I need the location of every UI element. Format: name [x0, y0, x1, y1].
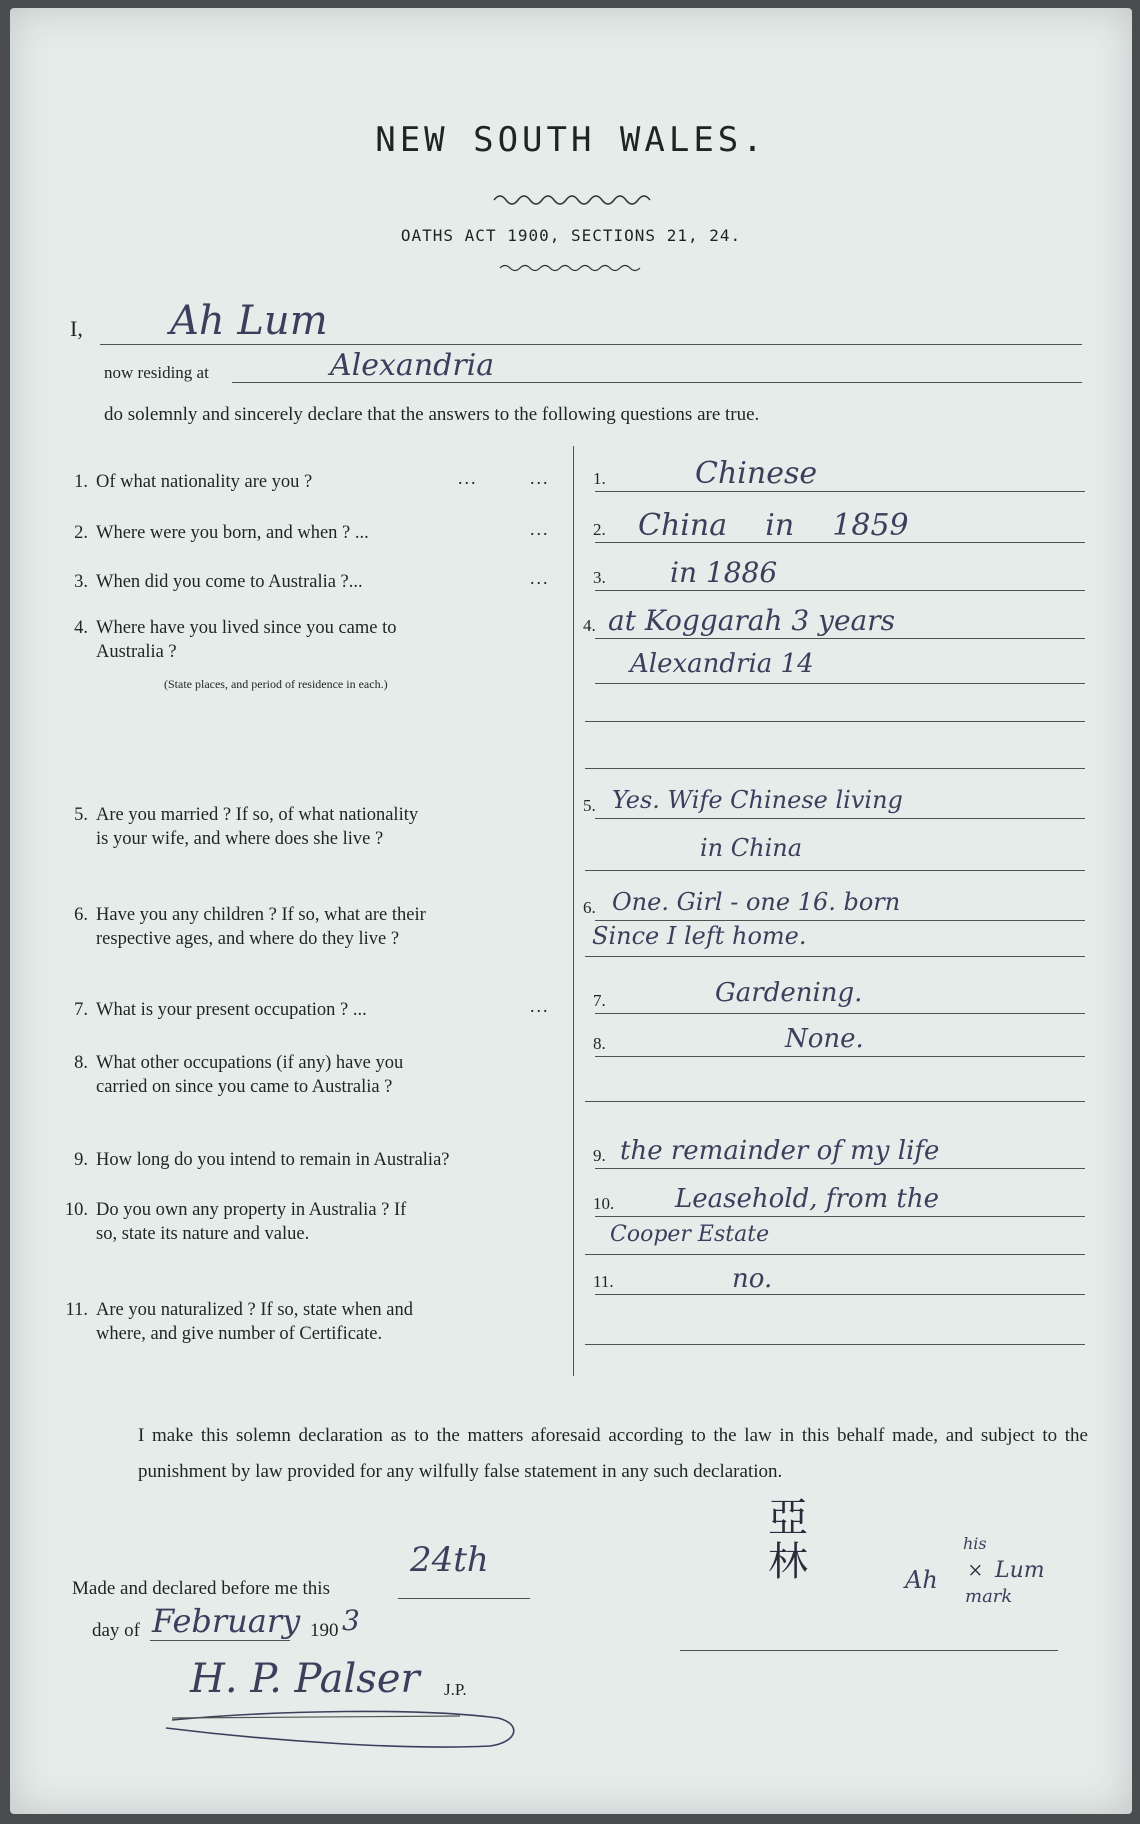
answer-9: the remainder of my life [620, 1136, 940, 1166]
column-divider [573, 446, 574, 1376]
chinese-signature: 亞林 [768, 1495, 808, 1585]
answer-2: China in 1859 [638, 508, 909, 543]
question-4: 4. Where have you lived since you came to Australia ? (State places, and period of residence in each.) [74, 618, 397, 691]
answer-1-num: 1. [593, 469, 606, 488]
answer-4-line2: Alexandria 14 [630, 649, 814, 679]
answer-6-line1: One. Girl - one 16. born [612, 888, 901, 916]
answer-10-line1: Leasehold, from the [675, 1184, 939, 1214]
signature-surname: Lum [995, 1558, 1045, 1583]
question-2: 2. Where were you born, and when ? ... [74, 523, 369, 543]
question-10: 10. Do you own any property in Australia ? If so, state its nature and value. [64, 1200, 407, 1244]
question-5: 5. Are you married ? If so, of what nationality is your wife, and where does she live ? [74, 805, 419, 849]
form-title: NEW SOUTH WALES. [375, 120, 767, 160]
month-value: February [152, 1602, 301, 1640]
answer-11-num: 11. [593, 1272, 614, 1291]
answer-10-line2: Cooper Estate [610, 1222, 770, 1247]
question-1-dots-2: ... [530, 468, 550, 488]
question-6: 6. Have you any children ? If so, what are their respective ages, and where do they live ? [74, 905, 426, 949]
question-3-dots: ... [530, 568, 550, 588]
signature-mark: mark [965, 1586, 1013, 1607]
day-of-label: day of [92, 1620, 141, 1641]
signature-x-mark: × [968, 1556, 983, 1585]
declarant-name: Ah Lum [170, 298, 328, 344]
answer-11: no. [732, 1264, 773, 1294]
answer-7: Gardening. [715, 978, 863, 1008]
answer-10-num: 10. [593, 1194, 615, 1213]
answer-3-num: 3. [593, 568, 606, 587]
year-suffix: 3 [342, 1604, 360, 1637]
answer-3: in 1886 [670, 556, 778, 589]
jp-suffix: J.P. [444, 1680, 467, 1699]
answer-5-line2: in China [700, 834, 803, 862]
form-subtitle: OATHS ACT 1900, SECTIONS 21, 24. [400, 226, 742, 245]
question-7-dots: ... [530, 996, 550, 1016]
question-1-dots: ... [458, 468, 478, 488]
declaration-intro: do solemnly and sincerely declare that the answers to the following questions are true. [104, 404, 760, 425]
question-8: 8. What other occupations (if any) have you carried on since you came to Australia ? [74, 1053, 404, 1097]
answer-1: Chinese [695, 456, 818, 491]
declarant-prefix: I, [70, 316, 83, 341]
question-11: 11. Are you naturalized ? If so, state when and where, and give number of Certificate. [65, 1300, 413, 1344]
answer-8: None. [785, 1024, 864, 1054]
made-before-label: Made and declared before me this [72, 1578, 330, 1599]
answer-4-num: 4. [583, 616, 596, 635]
residing-label: now residing at [104, 363, 209, 382]
residence-value: Alexandria [330, 348, 495, 383]
question-9: 9. How long do you intend to remain in Australia? [74, 1150, 450, 1170]
answer-5-line1: Yes. Wife Chinese living [612, 786, 903, 814]
question-3: 3. When did you come to Australia ?... [74, 572, 363, 592]
answer-6-num: 6. [583, 898, 596, 917]
declaration-form [10, 8, 1132, 1814]
answer-6-line2: Since I left home. [592, 922, 807, 950]
answer-2-num: 2. [593, 520, 606, 539]
signature-name: Ah [905, 1566, 938, 1594]
made-before-day: 24th [410, 1540, 489, 1580]
answer-4-line1: at Koggarah 3 years [608, 604, 895, 637]
jp-signature: H. P. Palser [190, 1656, 420, 1702]
year-prefix: 190 [310, 1620, 339, 1641]
signature-his: his [963, 1534, 987, 1553]
jp-signature-flourish [160, 1698, 530, 1754]
declaration-text: I make this solemn declaration as to the matters aforesaid according to the law in this behalf made, and subject to the punishment by law provided for any wilfully false statement in any such declaration. [138, 1425, 1088, 1482]
ornament-divider [492, 192, 652, 208]
answer-9-num: 9. [593, 1146, 606, 1165]
answer-8-num: 8. [593, 1034, 606, 1053]
question-1: 1. Of what nationality are you ? [74, 472, 313, 492]
question-2-dots: ... [530, 519, 550, 539]
answer-7-num: 7. [593, 991, 606, 1010]
question-7: 7. What is your present occupation ? ... [74, 1000, 367, 1020]
ornament-divider-small [498, 262, 648, 274]
answer-5-num: 5. [583, 796, 596, 815]
